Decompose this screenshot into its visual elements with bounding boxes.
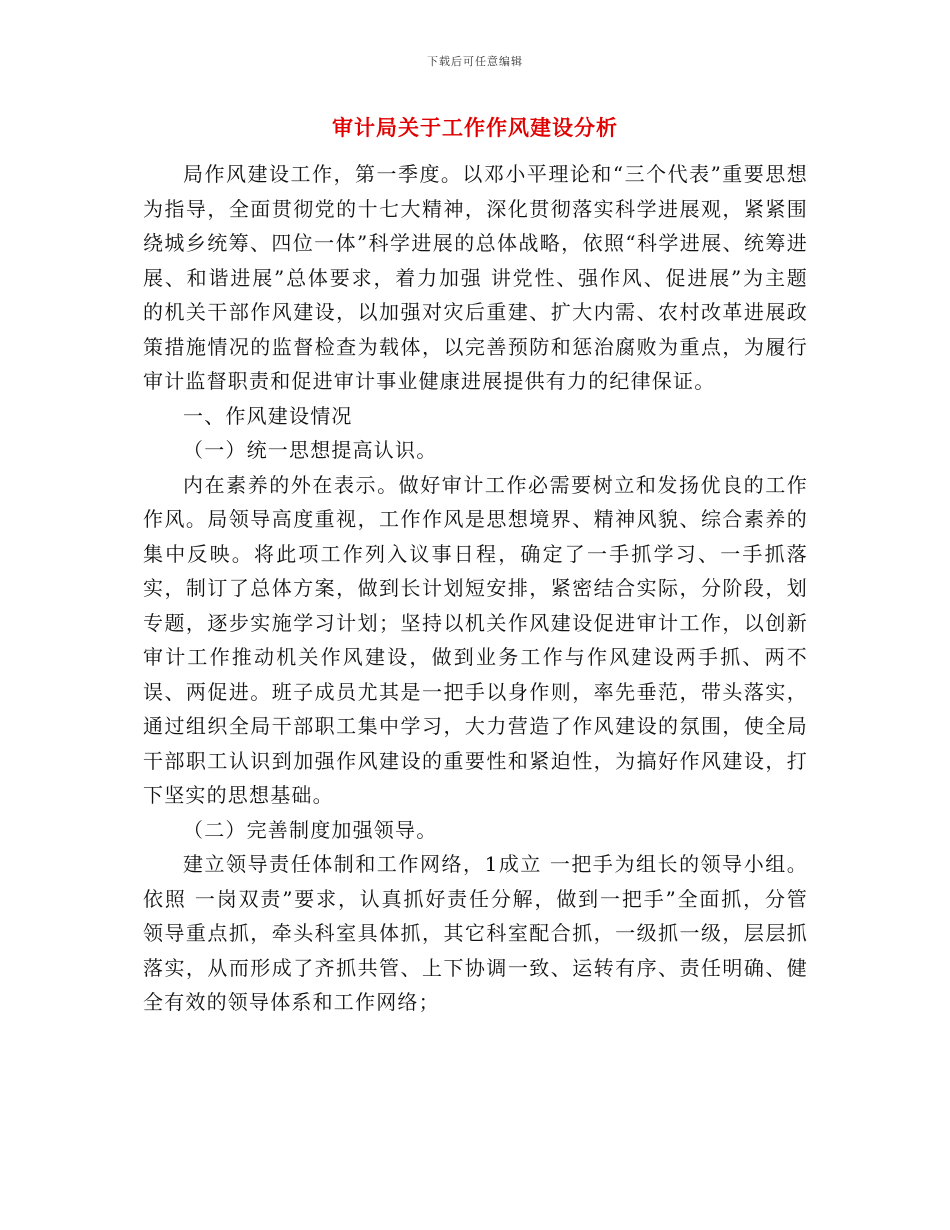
document-title: 审计局关于工作作风建设分析 (332, 115, 618, 140)
section-heading-1: 一、作风建设情况 (183, 403, 353, 428)
page-header-note: 下载后可任意编辑 (427, 55, 523, 68)
document-body (143, 157, 808, 1020)
paragraph-thinking: 内在素养的外在表示。做好审计工作必需要树立和发扬优良的工作作风。局领导高度重视，工作作风是思想境界、精神风貌、综合素养的集中反映。将此项工作列入议事日程，确定了一手抓学习、一手抓落实，制订了总体方案，做到长计划短安排，紧密结合实际，分阶段，划专题，逐步实施学习计划；坚持以机关作风建设促进审计工作，以创新审计工作推动机关作风建设，做到业务工作与作风建设两手抓、两不误、两促进。班子成员尤其是一把手以身作则，率先垂范，带头落实，通过组织全局干部职工集中学习，大力营造了作风建设的氛围，使全局干部职工认识到加强作风建设的重要性和紧迫性，为搞好作风建设，打下坚实的思想基础。 (143, 472, 808, 807)
subsection-heading-2: （二）完善制度加强领导。 (183, 817, 438, 842)
paragraph-intro: 局作风建设工作，第一季度。以邓小平理论和“三个代表”重要思想为指导，全面贯彻党的十七大精神，深化贯彻落实科学进展观，紧紧围绕城乡统筹、四位一体”科学进展的总体战略，依照“科学进展、统筹进展、和谐进展”总体要求，着力加强 讲党性、强作风、促进展”为主题的机关干部作风建设，以加强对灾后重建、扩大内需、农村改革进展政策措施情况的监督检查为载体，以完善预防和惩治腐败为重点，为履行审计监督职责和促进审计事业健康进展提供有力的纪律保证。 (143, 162, 808, 393)
subsection-heading-1: （一）统一思想提高认识。 (183, 438, 438, 462)
paragraph-leadership: 建立领导责任体制和工作网络，1成立 一把手为组长的领导小组。依照 一岗双责”要求，认真抓好责任分解，做到一把手”全面抓，分管领导重点抓，牵头科室具体抓，其它科室配合抓，一级抓一级，层层抓落实，从而形成了齐抓共管、上下协调一致、运转有序、责任明确、健全有效的领导体系和工作网络； (143, 852, 808, 1014)
